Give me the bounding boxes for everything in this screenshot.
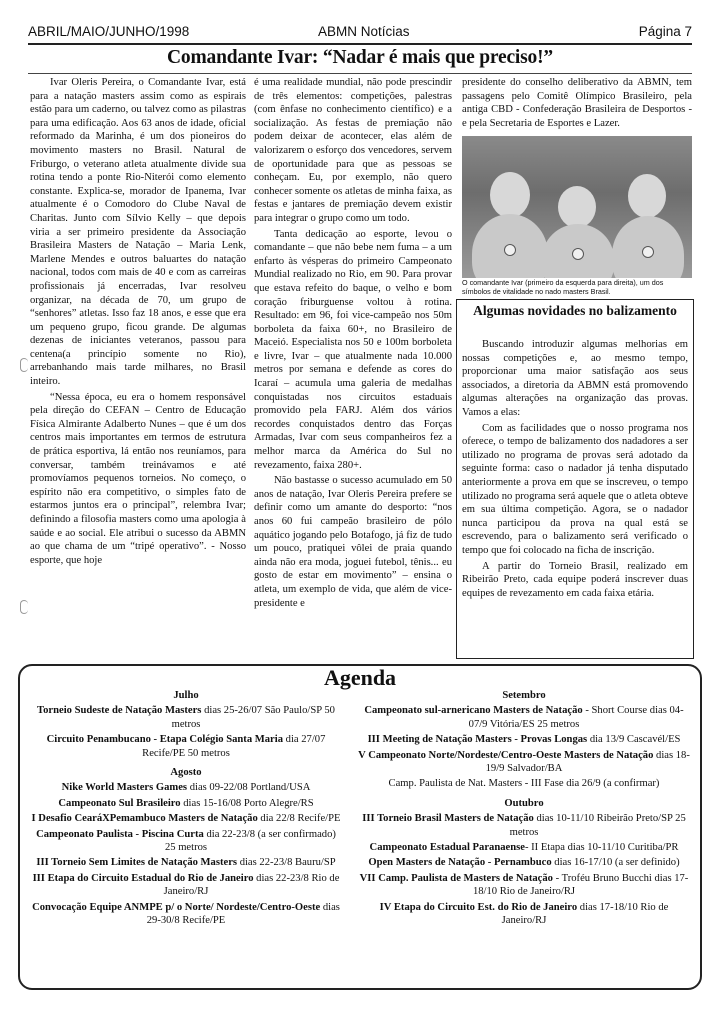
page-header [28,24,692,44]
agenda-event [30,856,342,869]
event-details: dia 27/07 Recife/PE 50 metros [142,734,326,759]
agenda-event [30,797,342,810]
agenda-event [30,704,342,731]
paragraph: Ivar Oleris Pereira, o Comandante Ivar, está para a natação masters assim como as espirais estão para um caderno, ou talvez como as pilastras para uma edificação. Aos 63 anos de idade, oficial reformado da Marinha, é um dos pioneiros do movimento masters no Brasil. Natural de Friburgo, o veterano atleta atualmente divide sua rotina tendo a ponte Rio-Niterói como elemento constante. Explica-se, morador de Ipanema, Ivar atualmente é o Comodoro do Clube Naval de Charitas. Junto com Sílvio Kelly – que depois viria a ser primeiro presidente da Associação Brasileira Masters de Natação – Maria Lenk, Marlene Mendes e outros baluartes do natação nacional, todos com mais de 40 e com as carreiras profissionais já encerradas, Ivar resolveu organizar, na década de 70, um grupo de “senhores” atletas. Isso faz 18 anos, e esse que era um pequeno grupo, ficou grande. De algumas dezenas de iniciantes veteranos, passou para centena(a princípio somente no Rio), arrebanhando mais tarde milhares, no Brasil inteiro. [30,77,246,388]
publication-name: ABMN Notícias [318,24,410,39]
event-details: Camp. Paulista de Nat. Masters - III Fase dia 26/9 (a confirmar) [388,778,660,790]
event-details: - Troféu Bruno Bucchi dias 17-18/10 Rio de Janeiro/RJ [472,872,689,898]
event-details: dias 17-18/10 Rio de Janeiro/RJ [501,901,669,927]
event-details: dias 15-16/08 Porto Alegre/RS [180,797,314,809]
event-name: Campeonato Estadual Paranaense [369,842,525,854]
event-details: dias 16-17/10 (a ser definido) [551,857,680,869]
header-rule [28,43,692,45]
paragraph: Com as facilidades que o nosso programa nos oferece, o tempo de balizamento dos nadadores a ser utilizado no programa de provas será adotado da seguinte forma: caso o nadador já tenha disputado anteriormente a prova em que se inscreveu, o tempo utilizado no programa será aquele que o atleta obteve em sua última competição. Agora, se o nadador nunca participou da prova na qual está se escrevendo, para o balizamento será verificado o tempo que foi colocado na ficha de inscrição. [462,422,688,556]
event-details: dias 18-19/9 Salvador/BA [485,749,690,775]
sidebar-text [462,338,688,658]
event-details: dia 22/8 Recife/PE [257,813,341,825]
event-name: III Torneio Brasil Masters de Natação [362,813,534,825]
event-name: Convocação Equipe ANMPE p/ o Norte/ Nordeste/Centro-Oeste [32,901,321,913]
swimmers-photo [462,136,692,278]
event-name: Nike World Masters Games [61,782,188,794]
article-column-1 [30,76,246,661]
paragraph: presidente do conselho deliberativo da ABMN, tem passagens pelo Comitê Olímpico Brasileiro, pela antiga CBD - Confederação Brasileira de Desportos - e pela Secretaria de Esportes e Lazer. [462,77,692,129]
agenda-event [356,749,692,776]
event-name: Circuito Penambucano - Etapa Colégio Santa Maria [46,734,284,746]
paragraph: é uma realidade mundial, não pode prescindir de três elementos: competições, palestras (com ênfase no conhecimento científico) e a socialização. As festas de premiação não podem deixar de acontecer, elas além de valorizarem o esforço dos vencedores, servem de oportunidade para que as pessoas se conheçam. Eu, por exemplo, não quero conhecer somente os atletas de minha faixa, as festas e jantares de premiação devem existir para integrar o grupo como um todo. [254,77,452,224]
event-name: Campeonato sul-arnericano Masters de Natação [364,705,583,717]
agenda-event [30,781,342,794]
agenda-event [356,812,692,839]
paragraph: Buscando introduzir algumas melhorias em nossas competições e, ao mesmo tempo, proporcionar uma maior satisfação aos seus associados, a diretoria da ABMN está promovendo algumas alterações na organização das provas. Vamos a elas: [462,339,688,418]
event-name: Campeonato Sul Brasileiro [58,797,181,809]
binder-hole [20,358,28,372]
event-name: Open Masters de Natação - Pernambuco [368,857,552,869]
event-details: dia 13/9 Cascavél/ES [587,734,681,746]
event-details: dias 22-23/8 Rio de Janeiro/RJ [163,872,340,898]
page-number: Página 7 [638,24,692,39]
agenda-event [356,704,692,731]
event-name: Torneio Sudeste de Natação Masters [37,705,202,717]
paragraph: Tanta dedicação ao esporte, levou o comandante – que não bebe nem fuma – a um enfarto às vésperas do primeiro Campeonato Mundial realizado no Rio, em 90. Para provar que estava refeito do baque, o velho e bom coração friburguense voltou à rotina. Resultado: em 96, foi vice-campeão nos 50m borboleta da faixa 60+, no Brasileiro de Maceió. Especialista nos 50 e 100m borboleta e livre, Ivar – que atualmente nada 10.000 metros por semana e defende as cores do Icaraí – acumula uma galeria de medalhas conquistadas nos circuitos estaduais promovido pela FARJ. Além dos vários recordes conquistados dentro das Forças Armadas, Ivar com seus companheiros fez a melhor marca da América do Sul no revezamento, faixa 280+. [254,228,452,471]
event-name: III Torneio Sem Limites de Natação Masters [36,857,238,869]
event-name: V Campeonato Norte/Nordeste/Centro-Oeste Masters de Natação [358,749,654,761]
agenda-event [30,828,342,855]
agenda-event [30,872,342,899]
article-column-2 [254,76,452,661]
title-rule [28,73,692,74]
event-name: Campeonato Paulista - Piscina Curta [36,828,204,840]
event-name: VII Camp. Paulista de Masters de Natação [359,872,553,884]
event-details: - II Etapa dias 10-11/10 Curitiba/PR [524,842,679,854]
agenda-event [30,901,342,928]
agenda-event [30,812,342,825]
agenda-month: Setembro [502,690,546,701]
agenda-event [356,901,692,928]
event-details: dias 09-22/08 Portland/USA [187,782,311,794]
photo-caption: O comandante Ivar (primeiro da esquerda para direita), um dos símbolos de vitalidade no nado masters Brasil. [462,278,664,296]
event-name: III Etapa do Circuito Estadual do Rio de Janeiro [32,872,254,884]
event-name: I Desafio CearáXPemambuco Masters de Natação [31,813,258,825]
agenda-event [356,856,692,869]
binder-hole [20,600,28,614]
agenda-right-column [356,687,692,930]
paragraph: A partir do Torneio Brasil, realizado em Ribeirão Preto, cada equipe poderá inscrever duas equipes de revezamento em cada faixa etária. [462,560,688,599]
issue-date: ABRIL/MAIO/JUNHO/1998 [28,24,190,39]
event-details: dias 10-11/10 Ribeirão Preto/SP 25 metros [509,813,686,838]
article-title: Comandante Ivar: “Nadar é mais que preciso!” [167,47,553,68]
agenda-event [356,872,692,899]
event-name: IV Etapa do Circuito Est. do Rio de Janeiro [379,901,578,913]
agenda-month: Agosto [170,767,202,779]
event-details: dia 22-23/8 (a ser confirmado) 25 metros [164,828,336,854]
agenda-event [356,777,692,790]
agenda-event [30,733,342,760]
event-details: - Short Course dias 04-07/9 Vitória/ES 25 metros [468,705,684,730]
agenda-title: Agenda [323,665,397,690]
paragraph: “Nessa época, eu era o homem responsável pela direção do CEFAN – Centro de Educação Física Almirante Adalberto Nunes – que é um dos centros mais importantes em termos de estrutura de prática esportiva, lá então nos reuníamos, para conversar, também treinávamos e até promovíamos pequenos torneios. No começo, o espírito não era competitivo, o simples fato de estarmos juntos era o principal”, relembra Ivar; definindo a filosofia masters como uma apologia à saúde e ao social. Ele atribui o sucesso da ABMN ao que chama de um “tripé operativo”. - Nosso esporte, que hoje [30,391,246,566]
paragraph: Não bastasse o sucesso acumulado em 50 anos de natação, Ivar Oleris Pereira prefere se definir como um amante do desporto: “nos anos 60 fui campeão brasileiro de pólo aquático jogando pelo Botafogo, já fiz de tudo um pouco, pratiquei vôlei de praia quando ainda não era moda, joguei futebol, tênis... eu gosto de estar em movimento” – ensina o atleta, um exemplo de vida, que além de vice-presidente e [254,475,452,609]
article-column-3 [462,76,692,134]
event-details: dias 25-26/07 São Paulo/SP 50 metros [171,705,335,730]
agenda-left-column [30,687,342,930]
event-name: III Meeting de Natação Masters - Provas Longas [367,734,588,746]
event-details: dias 22-23/8 Bauru/SP [237,857,336,869]
agenda-event [356,733,692,746]
sidebar-title: Algumas novidades no balizamento [473,303,677,318]
event-details: dias 29-30/8 Recife/PE [146,901,340,927]
agenda-month: Julho [173,690,199,701]
agenda-month: Outubro [504,797,544,809]
agenda-event [356,841,692,854]
